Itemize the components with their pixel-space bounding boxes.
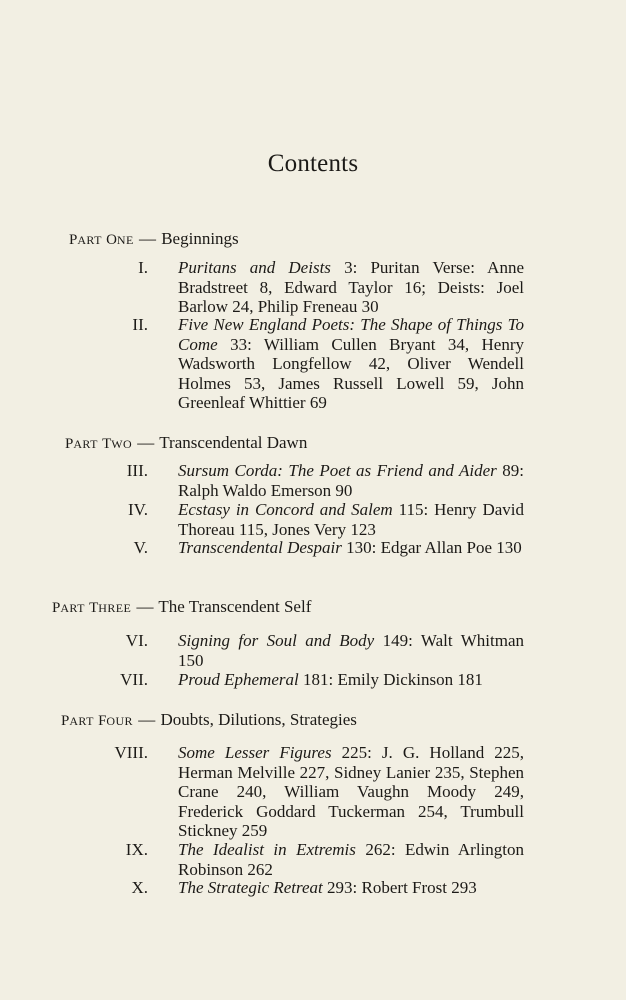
part-heading [65, 433, 307, 453]
part-title: Transcendental Dawn [159, 433, 308, 452]
chapter-title: The Idealist in Extremis [178, 840, 356, 859]
part-title: The Transcendent Self [158, 597, 312, 616]
chapter-numeral: IX. [125, 840, 148, 859]
chapter-entry [178, 631, 524, 670]
part-heading [61, 710, 357, 730]
chapter-numeral: II. [132, 315, 148, 334]
part-label: PART ONE [69, 232, 134, 248]
chapter-details: 149: Walt Whitman 150 [178, 631, 524, 670]
chapter-title: Five New England Poets: The Shape of Things To Come [178, 315, 524, 354]
chapter-details: 115: Henry David Thoreau 115, Jones Very 123 [178, 500, 524, 539]
part-heading [69, 229, 239, 249]
chapter-entry [178, 538, 524, 558]
dash-separator: — [138, 229, 156, 248]
part-title: Doubts, Dilutions, Strategies [160, 710, 357, 729]
chapter-details: 130: Edgar Allan Poe 130 [341, 538, 522, 557]
chapter-title: Signing for Soul and Body [178, 631, 375, 650]
chapter-title: Transcendental Despair [178, 538, 342, 557]
chapter-title: Ecstasy in Concord and Salem [178, 500, 393, 519]
chapter-title: Sursum Corda: The Poet as Friend and Aider [178, 461, 497, 480]
chapter-details: 225: J. G. Holland 225, Herman Melville 227, Sidney Lanier 235, Stephen Crane 240, William Vaughn Moody 249, Frederick Goddard Tuckerman 254, Trumbull Stickney 259 [178, 743, 525, 841]
chapter-numeral: X. [131, 878, 148, 897]
chapter-title: The Strategic Retreat [178, 878, 323, 897]
chapter-title: Puritans and Deists [178, 258, 331, 277]
chapter-title: Some Lesser Figures [178, 743, 332, 762]
chapter-numeral: I. [138, 258, 148, 277]
part-title: Beginnings [161, 229, 239, 248]
chapter-details: 33: William Cullen Bryant 34, Henry Wadsworth Longfellow 42, Oliver Wendell Holmes 53, James Russell Lowell 59, John Greenleaf Whittier 69 [178, 334, 524, 413]
chapter-entry [178, 315, 524, 413]
dash-separator: — [137, 433, 155, 452]
chapter-title: Proud Ephemeral [178, 670, 299, 689]
chapter-entry [178, 878, 524, 898]
chapter-details: 293: Robert Frost 293 [322, 878, 477, 897]
chapter-numeral: VII. [120, 670, 148, 689]
chapter-numeral: VI. [125, 631, 148, 650]
chapter-details: 89: Ralph Waldo Emerson 90 [178, 461, 524, 500]
chapter-details: 181: Emily Dickinson 181 [298, 670, 483, 689]
chapter-entry [178, 258, 524, 317]
part-heading [52, 597, 311, 617]
chapter-numeral: IV. [128, 500, 148, 519]
dash-separator: — [136, 597, 154, 616]
part-label: PART TWO [65, 436, 133, 452]
chapter-entry [178, 670, 524, 690]
chapter-numeral: V. [133, 538, 148, 557]
chapter-entry [178, 461, 524, 500]
page-title: Contents [267, 150, 359, 177]
chapter-details: 3: Puritan Verse: Anne Bradstreet 8, Edward Taylor 16; Deists: Joel Barlow 24, Philip Freneau 30 [178, 258, 524, 317]
dash-separator: — [138, 710, 156, 729]
chapter-numeral: III. [126, 461, 148, 480]
part-label: PART FOUR [61, 713, 133, 729]
part-label: PART THREE [52, 600, 132, 616]
chapter-details: 262: Edwin Arlington Robinson 262 [178, 840, 525, 879]
chapter-entry [178, 743, 524, 841]
chapter-entry [178, 840, 524, 879]
chapter-numeral: VIII. [114, 743, 148, 762]
chapter-entry [178, 500, 524, 539]
